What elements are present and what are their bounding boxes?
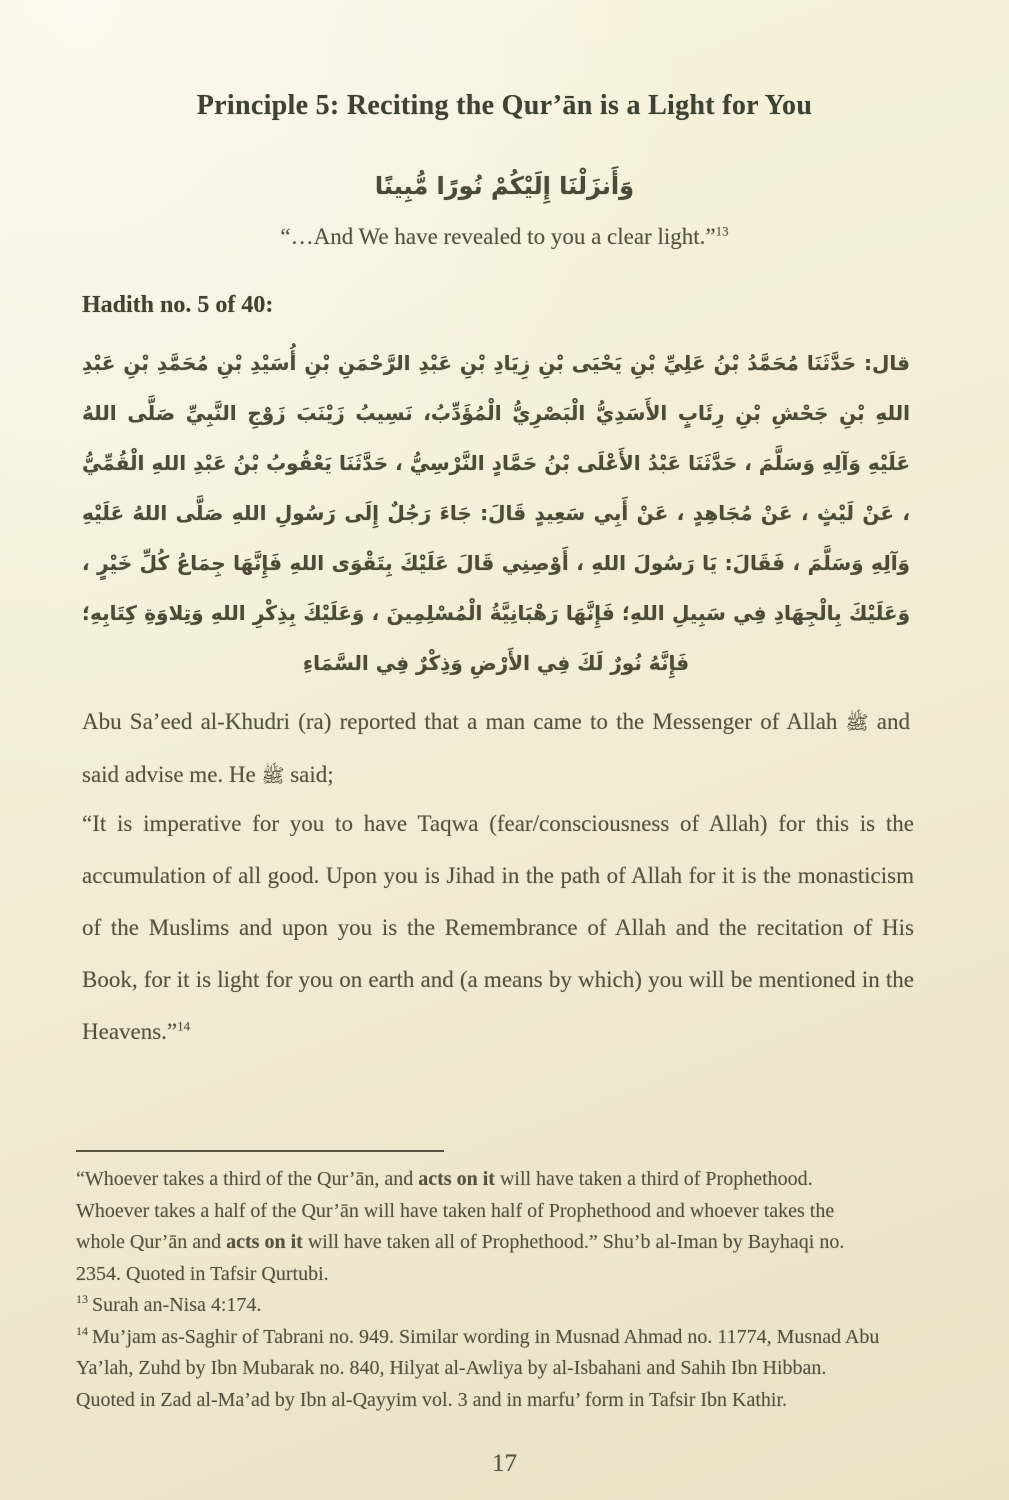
quote-footnote-ref: 14 (177, 1018, 191, 1034)
narration-text-pre: Abu Sa’eed al-Khudri (ra) reported that a man came to the Messenger of Allah (82, 709, 846, 734)
pbuh-symbol: ﷺ (845, 712, 869, 734)
hadith-translation-text: “It is imperative for you to have Taqwa (fear/consciousness of Allah) for this is the accumulation of all good. Upon you is Jihad in the path of Allah for it is the monasticism of the Muslims and upon you is the Remembrance of Allah and the recitation of His Book, for it is light for you on earth and (a means by which) you will be mentioned in the Heavens.” (82, 811, 914, 1044)
hadith-translation-paragraph (82, 798, 914, 1058)
verse-footnote-ref: 13 (715, 223, 729, 239)
footnote-13-ref: 13 (76, 1292, 88, 1307)
footnotes-section (76, 1150, 882, 1416)
footnote-13-text: Surah an-Nisa 4:174. (92, 1294, 262, 1316)
narration-text-post: said; (284, 762, 334, 787)
footnote-13 (76, 1290, 882, 1322)
verse-translation-text: “…And We have revealed to you a clear light.” (280, 224, 716, 249)
footnote-14 (76, 1322, 882, 1417)
narration-text-mid: and said advise me. He (82, 709, 911, 787)
quran-verse-translation (0, 224, 1009, 250)
footnote-continuation: “Whoever takes a third of the Qur’ān, and acts on it will have taken a third of Prophethood. Whoever takes a half of the Qur’ān will have taken half of Prophethood and whoever takes the whole Qur’ān and acts on it will have taken all of Prophethood.” Shu’b al-Iman by Bayhaqi no. 2354. Quoted in Tafsir Qurtubi. (76, 1168, 845, 1285)
quran-verse-arabic: وَأَنزَلْنَا إِلَيْكُمْ نُورًا مُّبِينًا (374, 172, 635, 200)
page-number: 17 (492, 1450, 517, 1477)
chapter-title: Principle 5: Reciting the Qur’ān is a Light for You (196, 90, 813, 121)
pbuh-symbol: ﷺ (261, 765, 285, 787)
narration-paragraph (82, 696, 910, 802)
hadith-arabic-text: قال: حَدَّثَنَا مُحَمَّدُ بْنُ عَلِيِّ بْنِ يَحْيَى بْنِ زِيَادِ بْنِ عَبْدِ الرَّحْمَنِ بْنِ أُسَيْدِ بْنِ مُحَمَّدِ بْنِ عَبْدِ اللهِ بْنِ جَحْشِ بْنِ رِئَابٍ الأَسَدِيُّ الْبَصْرِيُّ الْمُؤَدِّبُ، نَسِيبُ زَيْنَبَ زَوْجِ النَّبِيِّ صَلَّى اللهُ عَلَيْهِ وَآلِهِ وَسَلَّمَ ، حَدَّثَنَا عَبْدُ الأَعْلَى بْنُ حَمَّادٍ النَّرْسِيُّ ، حَدَّثَنَا يَعْقُوبُ بْنُ عَبْدِ اللهِ الْقُمِّيُّ ، عَنْ لَيْثٍ ، عَنْ مُجَاهِدٍ ، عَنْ أَبِي سَعِيدٍ قَالَ: جَاءَ رَجُلٌ إِلَى رَسُولِ اللهِ صَلَّى اللهُ عَلَيْهِ وَآلِهِ وَسَلَّمَ ، فَقَالَ: يَا رَسُولَ اللهِ ، أَوْصِنِي قَالَ عَلَيْكَ بِتَقْوَى اللهِ فَإِنَّهَا جِمَاعُ كُلِّ خَيْرٍ ، وَعَلَيْكَ بِالْجِهَادِ فِي سَبِيلِ اللهِ؛ فَإِنَّهَا رَهْبَانِيَّةُ الْمُسْلِمِينَ ، وَعَلَيْكَ بِذِكْرِ اللهِ وَتِلاوَةِ كِتَابِهِ؛ فَإِنَّهُ نُورٌ لَكَ فِي الأَرْضِ وَذِكْرٌ فِي السَّمَاءِ (82, 351, 910, 675)
footnote-14-ref: 14 (76, 1323, 88, 1338)
footnote-14-text: Mu’jam as-Saghir of Tabrani no. 949. Similar wording in Musnad Ahmad no. 11774, Musnad Abu Ya’lah, Zuhd by Ibn Mubarak no. 840, Hilyat al-Awliya by al-Isbahani and Sahih Ibn Hibban. Quoted in Zad al-Ma’ad by Ibn al-Qayyim vol. 3 and in marfu’ form in Tafsir Ibn Kathir. (76, 1325, 880, 1411)
hadith-heading: Hadith no. 5 of 40: (82, 292, 274, 318)
footnote-divider (76, 1150, 444, 1152)
